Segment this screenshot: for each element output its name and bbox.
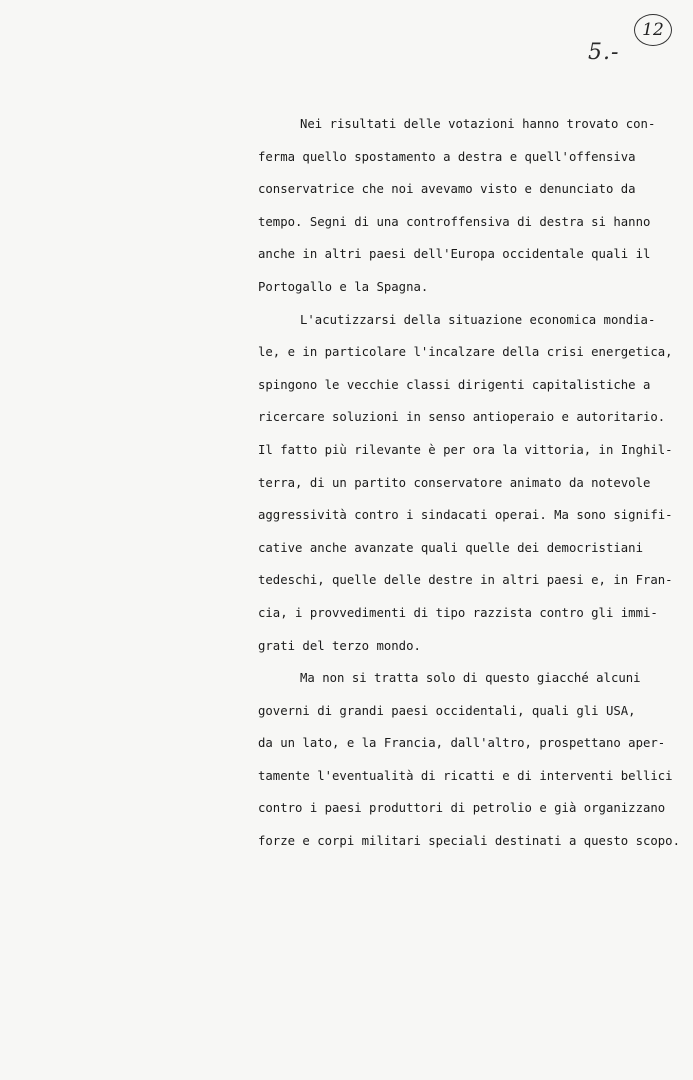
text-line: ferma quello spostamento a destra e quell'offensiva [258, 149, 636, 164]
page-number: 5.- [588, 40, 620, 65]
text-line: aggressività contro i sindacati operai. Ma sono signifi- [258, 508, 673, 523]
text-line: cative anche avanzate quali quelle dei democristiani [258, 540, 643, 555]
archive-number-stamp [634, 14, 672, 46]
text-line: Il fatto più rilevante è per ora la vittoria, in Inghil- [258, 442, 673, 457]
text-line: contro i paesi produttori di petrolio e già organizzano [258, 801, 666, 816]
text-line: da un lato, e la Francia, dall'altro, prospettano aper- [258, 736, 666, 751]
text-line: L'acutizzarsi della situazione economica mondia- [300, 312, 656, 327]
text-line: Ma non si tratta solo di questo giacché alcuni [300, 671, 641, 686]
text-line: tempo. Segni di una controffensiva di destra si hanno [258, 214, 651, 229]
text-line: cia, i provvedimenti di tipo razzista contro gli immi- [258, 605, 658, 620]
text-line: ricercare soluzioni in senso antioperaio e autoritario. [258, 410, 666, 425]
text-line: tedeschi, quelle delle destre in altri paesi e, in Fran- [258, 573, 673, 588]
text-line: tamente l'eventualità di ricatti e di interventi bellici [258, 768, 673, 783]
text-line: forze e corpi militari speciali destinati a questo scopo. [258, 834, 680, 849]
archive-number: 12 [642, 20, 664, 40]
text-line: Portogallo e la Spagna. [258, 279, 429, 294]
body-text [258, 108, 680, 858]
text-line: terra, di un partito conservatore animato da notevole [258, 475, 651, 490]
text-line: spingono le vecchie classi dirigenti capitalistiche a [258, 377, 651, 392]
text-line: grati del terzo mondo. [258, 638, 421, 653]
text-line: le, e in particolare l'incalzare della crisi energetica, [258, 345, 673, 360]
text-line: governi di grandi paesi occidentali, quali gli USA, [258, 703, 636, 718]
text-line: conservatrice che noi avevamo visto e denunciato da [258, 182, 636, 197]
text-line: Nei risultati delle votazioni hanno trovato con- [300, 117, 656, 131]
text-line: anche in altri paesi dell'Europa occidentale quali il [258, 247, 651, 262]
